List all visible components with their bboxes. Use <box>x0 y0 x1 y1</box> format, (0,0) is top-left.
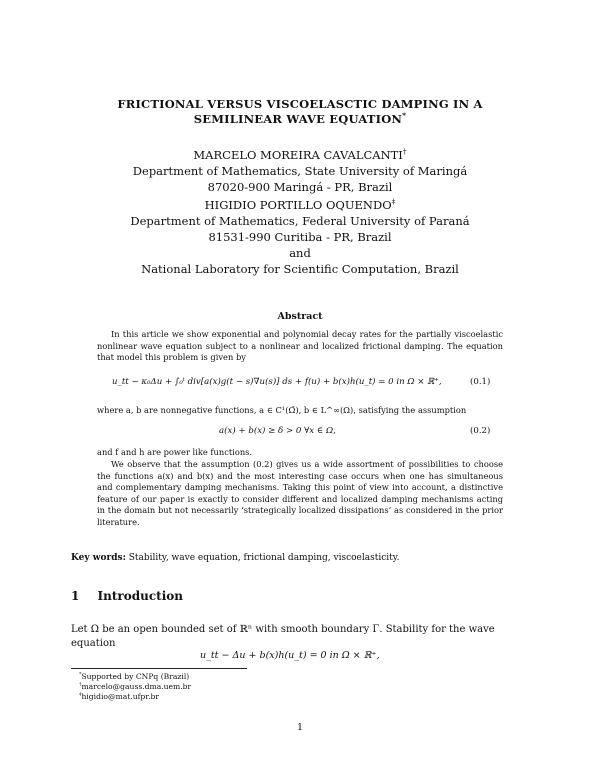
author-block-1 <box>0 147 600 195</box>
author-and: and <box>289 246 311 260</box>
equation-0-2-number: (0.2) <box>470 426 491 436</box>
paper-title <box>0 97 600 127</box>
section-title: Introduction <box>97 589 184 603</box>
title-footnote-mark: * <box>402 111 407 121</box>
footnote-2: †marcelo@gauss.dma.uem.br <box>79 681 192 691</box>
author-affiliation-2a: Department of Mathematics, Federal University of Paraná <box>130 214 470 228</box>
abstract-heading: Abstract <box>277 311 323 322</box>
author-name-2: HIGIDIO PORTILLO OQUENDO‡ <box>204 197 396 212</box>
keywords-label: Key words: <box>71 553 126 563</box>
footnote-rule <box>71 668 247 669</box>
keywords-text: Stability, wave equation, frictional damping, viscoelasticity. <box>128 553 400 563</box>
section-number: 1 <box>71 589 80 603</box>
keywords <box>71 553 541 563</box>
abstract-paragraph-4: We observe that the assumption (0.2) gives us a wide assortment of possibilities to choose the functions a(x) and b(x) and the most interesting case occurs when one has simultaneous and complementary damping mechanisms. Taking this point of view into account, a distinctive feature of our paper is exactly to consider different and localized damping mechanisms acting in the domain but not necessarily ‘strategically localized dissipations’ as considered in the prior literature. <box>97 459 503 527</box>
author-block-2 <box>0 197 600 277</box>
author-affiliation-2b: 81531-990 Curitiba - PR, Brazil <box>208 230 392 244</box>
page-number: 1 <box>296 722 304 733</box>
section-heading <box>71 589 183 603</box>
title-line-2: SEMILINEAR WAVE EQUATION* <box>193 111 407 126</box>
abstract-paragraph-3: and f and h are power like functions. <box>97 447 253 457</box>
footnote-3: ‡higidio@mat.ufpr.br <box>79 691 159 701</box>
footnotes <box>79 672 191 702</box>
footnote-1: *Supported by CNPq (Brazil) <box>79 671 190 681</box>
equation-0-2: a(x) + b(x) ≥ δ > 0 ∀x ∈ Ω, <box>219 426 336 436</box>
intro-paragraph: Let Ω be an open bounded set of ℝⁿ with smooth boundary Γ. Stability for the wave equation <box>71 624 495 649</box>
author-affiliation-1b: 87020-900 Maringá - PR, Brazil <box>207 180 393 194</box>
abstract-paragraph-2: where a, b are nonnegative functions, a ∈ C¹(Ω̄), b ∈ L^∞(Ω), satisfying the assumption <box>97 405 467 415</box>
title-line-1: FRICTIONAL VERSUS VISCOELASCTIC DAMPING IN A <box>117 97 483 111</box>
author-name-1: MARCELO MOREIRA CAVALCANTI† <box>193 147 407 162</box>
author-affiliation-2c: National Laboratory for Scientific Computation, Brazil <box>141 262 459 276</box>
abstract-paragraph-1: In this article we show exponential and polynomial decay rates for the partially viscoelastic nonlinear wave equation subject to a nonlinear and localized frictional damping. The equation that model this problem is given by <box>97 329 503 362</box>
equation-0-1-number: (0.1) <box>470 377 491 387</box>
equation-0-1: u_tt − κ₀Δu + ∫₀ᵗ div[a(x)g(t − s)∇u(s)] ds + f(u) + b(x)h(u_t) = 0 in Ω × ℝ⁺, <box>112 377 442 387</box>
author-affiliation-1a: Department of Mathematics, State University of Maringá <box>132 164 468 178</box>
intro-equation: u_tt − Δu + b(x)h(u_t) = 0 in Ω × ℝ⁺, <box>200 650 380 661</box>
